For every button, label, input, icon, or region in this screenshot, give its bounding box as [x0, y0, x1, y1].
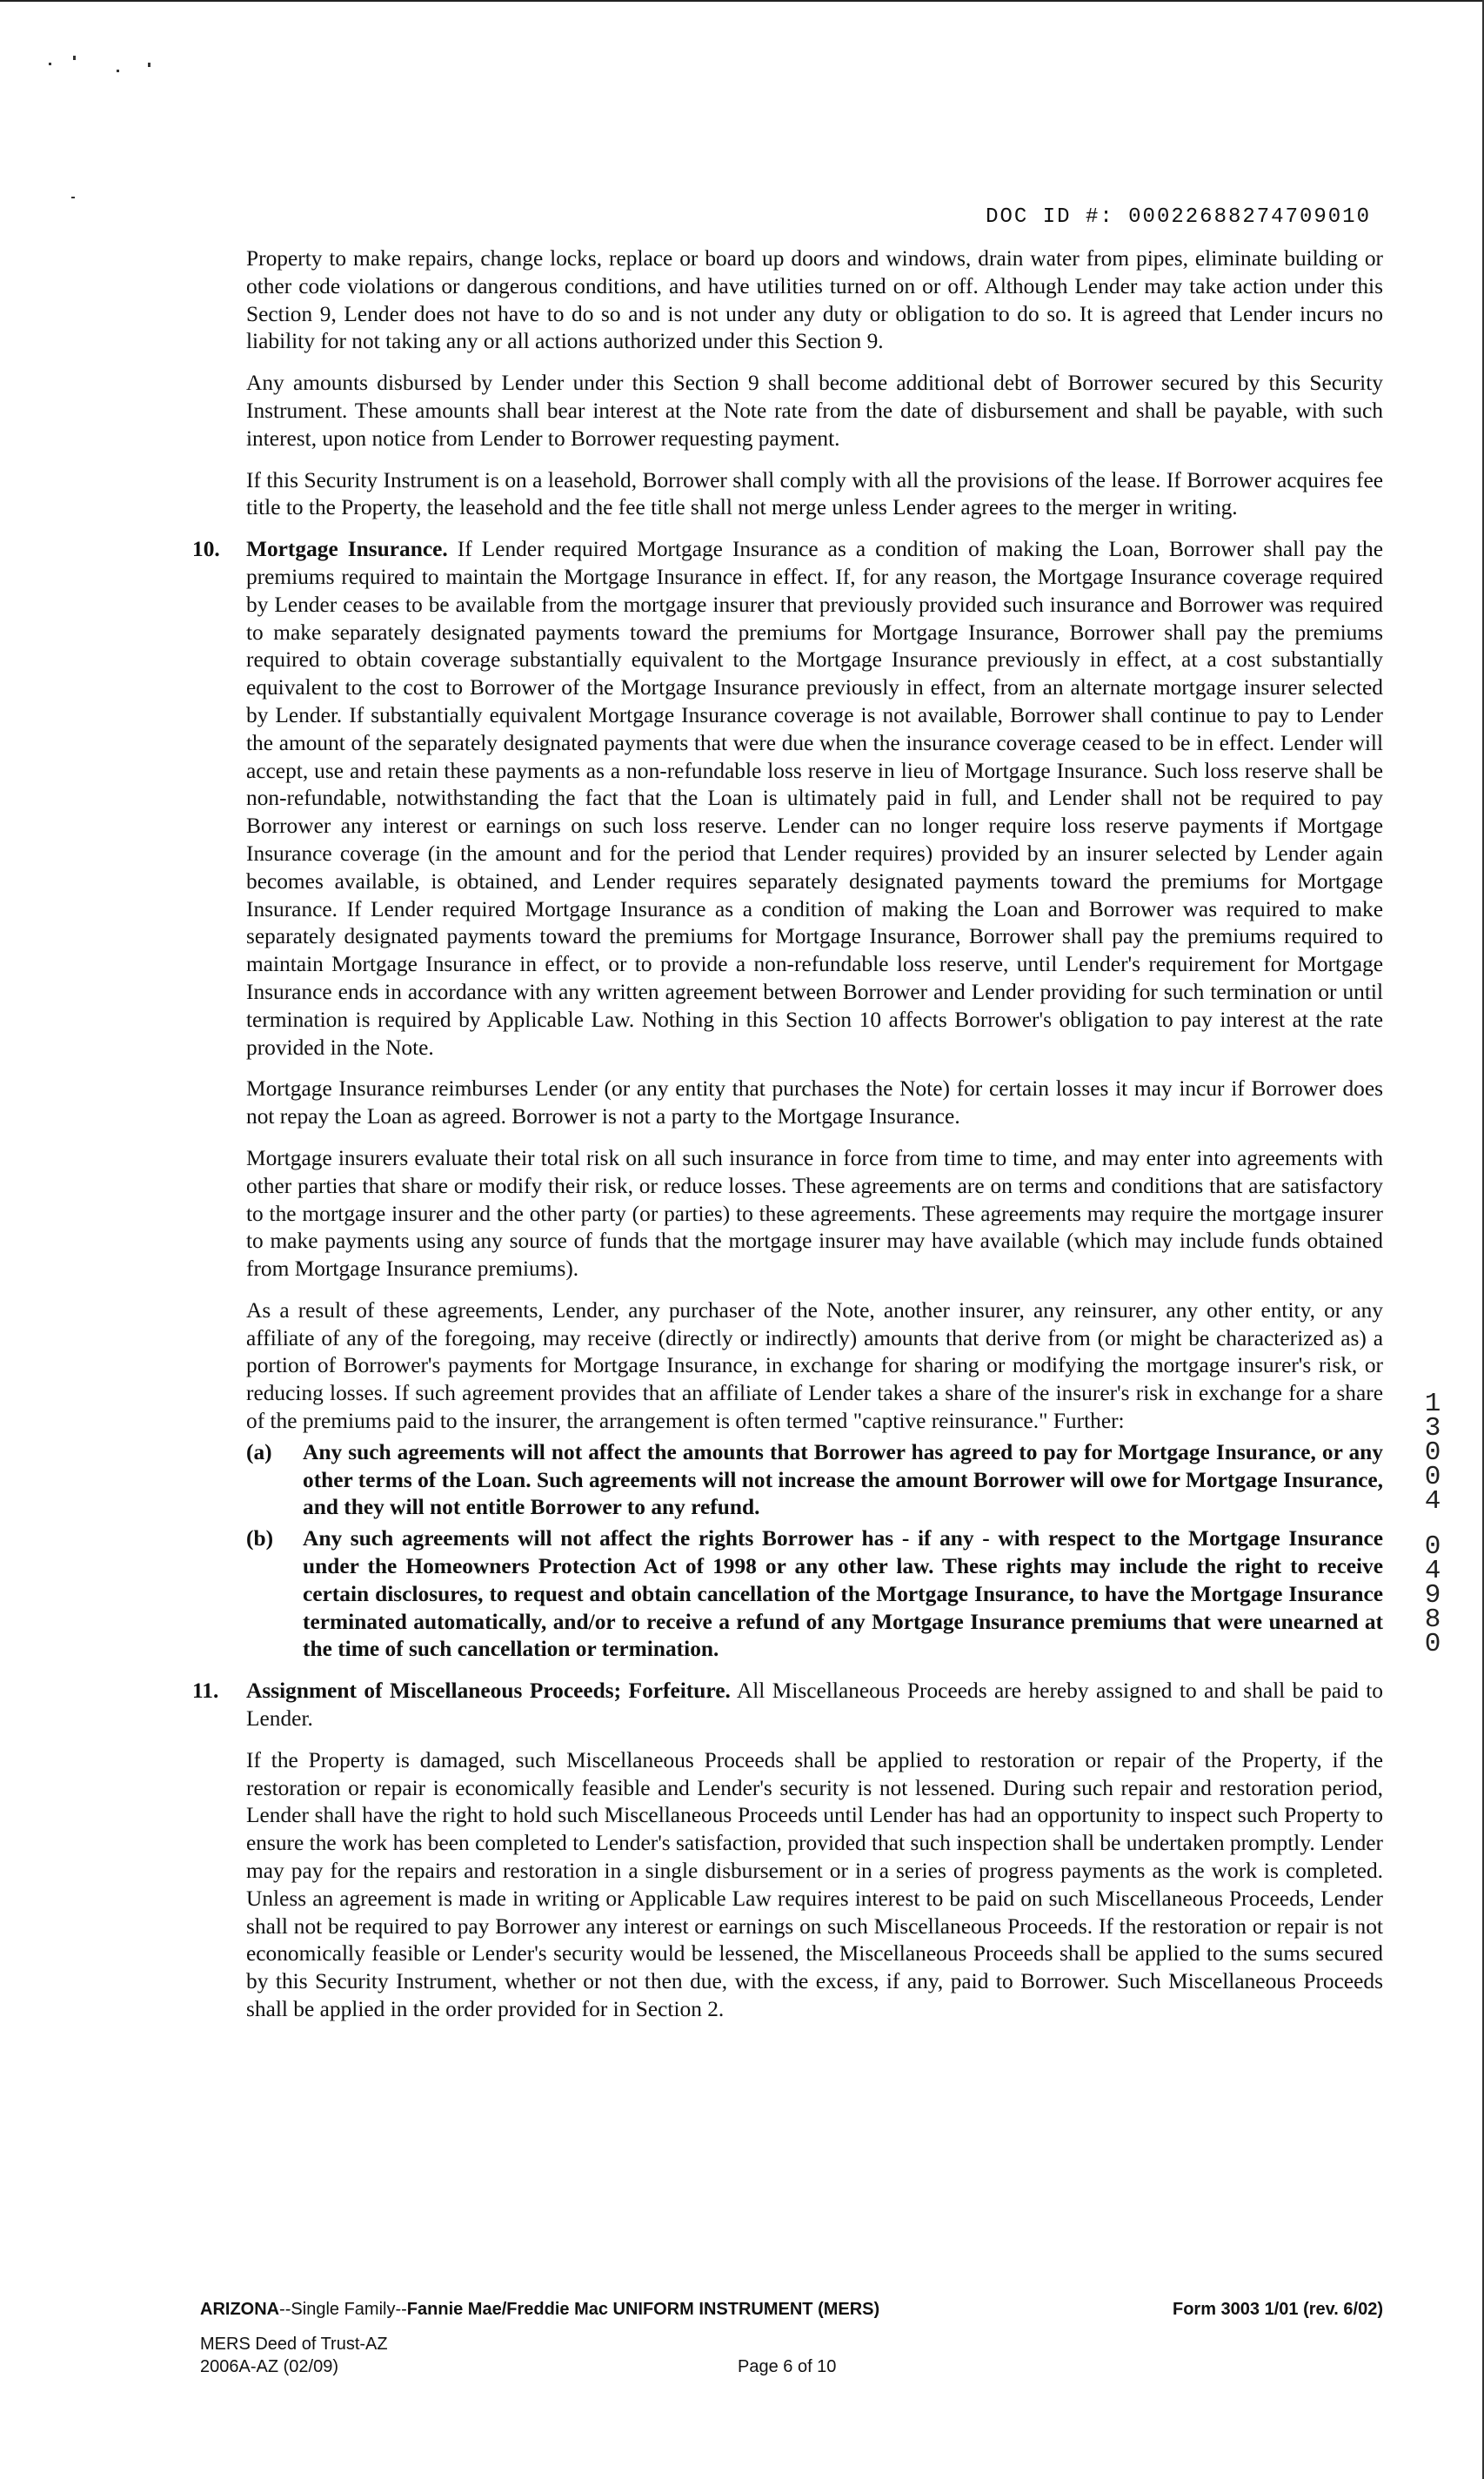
- clause-a: [246, 1439, 1383, 1522]
- section-number: 11.: [192, 1678, 219, 1704]
- section-11: [174, 1678, 1383, 1733]
- section10-paragraph: Mortgage insurers evaluate their total risk on all such insurance in force from time to time, and may enter into agreements with other parties that share or modify their risk, or reduce losses. These agreements are on terms and conditions that are satisfactory to the mortgage insurer and the other party (or parties) to these agreements. These agreements may require the mortgage insurer to make payments using any source of funds that the mortgage insurer may have available (which may include funds obtained from Mortgage Insurance premiums).: [246, 1145, 1383, 1282]
- section9-paragraph: Property to make repairs, change locks, replace or board up doors and windows, drain water from pipes, eliminate building or other code violations or dangerous conditions, and have utilities turned on or off. Although Lender may take action under this Section 9, Lender does not have to do so and is not under any duty or obligation to do so. It is agreed that Lender incurs no liability for not taking any or all actions authorized under this Section 9.: [246, 246, 1383, 354]
- stamp-digit: 8: [1424, 1605, 1441, 1635]
- clause-text: Any such agreements will not affect the rights Borrower has - if any - with respect to the Mortgage Insurance under the Homeowners Protection Act of 1998 or any other law. These rights may include the right to receive certain disclosures, to request and obtain cancellation of the Mortgage Insurance, to have the Mortgage Insurance terminated automatically, and/or to receive a refund of any Mortgage Insurance premiums that were unearned at the time of such cancellation or termination.: [303, 1526, 1383, 1662]
- stamp-digit: 1: [1424, 1389, 1441, 1419]
- section-lead-text: If Lender required Mortgage Insurance as a condition of making the Loan, Borrower shall pay the premiums required to maintain the Mortgage Insurance in effect. If, for any reason, the Mortgage Insurance coverage required by Lender ceases to be available from the mortgage insurer that previously provided such insurance and Borrower was required to make separately designated payments toward the premiums for Mortgage Insurance, Borrower shall pay the premiums required to obtain coverage substantially equivalent to the Mortgage Insurance previously in effect, at a cost substantially equivalent to the cost to Borrower of the Mortgage Insurance previously in effect, from an alternate mortgage insurer selected by Lender. If substantially equivalent Mortgage Insurance coverage is not available, Borrower shall continue to pay to Lender the amount of the separately designated payments that were due when the insurance coverage ceased to be in effect. Lender will accept, use and retain these payments as a non-refundable loss reserve in lieu of Mortgage Insurance. Such loss reserve shall be non-refundable, notwithstanding the fact that the Loan is ultimately paid in full, and Lender shall not be required to pay Borrower any interest or earnings on such loss reserve. Lender can no longer require loss reserve payments if Mortgage Insurance coverage (in the amount and for the period that Lender requires) provided by an insurer selected by Lender again becomes available, is obtained, and Lender requires separately designated payments toward the premiums for Mortgage Insurance. If Lender required Mortgage Insurance as a condition of making the Loan and Borrower was required to make separately designated payments toward the premiums for Mortgage Insurance, Borrower shall pay the premiums required to maintain Mortgage Insurance in effect, or to provide a non-refundable loss reserve, until Lender's requirement for Mortgage Insurance ends in accordance with any written agreement between Borrower and Lender providing for such termination or until termination is required by Applicable Law. Nothing in this Section 10 affects Borrower's obligation to pay interest at the rate provided in the Note.: [246, 537, 1383, 1060]
- stamp-digit: 4: [1424, 1486, 1441, 1517]
- scan-speck: [117, 70, 119, 72]
- footer-form-code: 2006A-AZ (02/09): [200, 2357, 338, 2376]
- footer-instrument: [200, 2300, 879, 2320]
- section-10: [174, 536, 1383, 1062]
- stamp-digit: 0: [1424, 1462, 1441, 1492]
- section9-paragraph: If this Security Instrument is on a leasehold, Borrower shall comply with all the provisions of the lease. If Borrower acquires fee title to the Property, the leasehold and the fee title shall not merge unless Lender agrees to the merger in writing.: [246, 467, 1383, 520]
- document-body: [174, 245, 1383, 2038]
- stamp-digit: 0: [1424, 1629, 1441, 1659]
- page-top-edge: [0, 0, 1484, 2]
- section-heading: Assignment of Miscellaneous Proceeds; Forfeiture.: [246, 1678, 731, 1704]
- footer-state: ARIZONA: [200, 2300, 280, 2319]
- stamp-digit: 0: [1424, 1531, 1441, 1562]
- doc-id: DOC ID #: 00022688274709010: [986, 205, 1371, 229]
- scan-speck: [49, 63, 51, 65]
- stamp-digit: 3: [1424, 1413, 1441, 1444]
- page-number: Page 6 of 10: [738, 2357, 837, 2376]
- clause-text: Any such agreements will not affect the amounts that Borrower has agreed to pay for Mortgage Insurance, or any other terms of the Loan. Such agreements will not increase the amount Borrower will owe for Mortgage Insurance, and they will not entitle Borrower to any refund.: [303, 1439, 1383, 1520]
- footer-instrument-name: Fannie Mae/Freddie Mac UNIFORM INSTRUMENT (MERS): [406, 2300, 880, 2319]
- stamp-digit: 0: [1424, 1437, 1441, 1468]
- scan-speck: [148, 63, 150, 67]
- clause-label: (a): [246, 1439, 272, 1464]
- section-heading: Mortgage Insurance.: [246, 537, 448, 562]
- footer-deed-title: MERS Deed of Trust-AZ: [200, 2335, 388, 2354]
- scan-speck: [73, 56, 76, 60]
- recording-number-stamp: [1420, 1389, 1446, 1659]
- footer-form-number: Form 3003 1/01 (rev. 6/02): [1173, 2300, 1383, 2319]
- section10-paragraph: As a result of these agreements, Lender, any purchaser of the Note, another insurer, any reinsurer, any other entity, or any affiliate of any of the foregoing, may receive (directly or indirectly) amounts that derive from (or might be characterized as) a portion of Borrower's payments for Mortgage Insurance, in exchange for sharing or modifying the mortgage insurer's risk, or reducing losses. If such agreement provides that an affiliate of Lender takes a share of the insurer's risk in exchange for a share of the premiums paid to the insurer, the arrangement is often termed "captive reinsurance." Further:: [246, 1297, 1383, 1434]
- clause-b: [246, 1525, 1383, 1664]
- section9-paragraph: Any amounts disbursed by Lender under this Section 9 shall become additional debt of Borrower secured by this Security Instrument. These amounts shall bear interest at the Note rate from the date of disbursement and shall be payable, with such interest, upon notice from Lender to Borrower requesting payment.: [246, 371, 1383, 451]
- footer-form-type: --Single Family--: [279, 2300, 407, 2319]
- section11-paragraph: If the Property is damaged, such Miscellaneous Proceeds shall be applied to restoration or repair of the Property, if the restoration or repair is economically feasible and Lender's security is not lessened. During such repair and restoration period, Lender shall have the right to hold such Miscellaneous Proceeds until Lender has had an opportunity to inspect such Property to ensure the work has been completed to Lender's satisfaction, provided that such inspection shall be undertaken promptly. Lender may pay for the repairs and restoration in a single disbursement or in a series of progress payments as the work is completed. Unless an agreement is made in writing or Applicable Law requires interest to be paid on such Miscellaneous Proceeds, Lender shall not be required to pay Borrower any interest or earnings on such Miscellaneous Proceeds. If the restoration or repair is not economically feasible or Lender's security would be lessened, the Miscellaneous Proceeds shall be applied to the sums secured by this Security Instrument, whether or not then due, with the excess, if any, paid to Borrower. Such Miscellaneous Proceeds shall be applied in the order provided for in Section 2.: [246, 1747, 1383, 2022]
- section-number: 10.: [192, 537, 220, 562]
- section10-paragraph: Mortgage Insurance reimburses Lender (or any entity that purchases the Note) for certain losses it may incur if Borrower does not repay the Loan as agreed. Borrower is not a party to the Mortgage Insurance.: [246, 1076, 1383, 1129]
- stamp-digit: 9: [1424, 1580, 1441, 1611]
- scan-speck: [71, 197, 75, 198]
- section-lead-text: All Miscellaneous Proceeds are hereby assigned to and shall be paid to Lender.: [246, 1678, 1383, 1732]
- stamp-digit: 4: [1424, 1556, 1441, 1586]
- clause-label: (b): [246, 1526, 274, 1551]
